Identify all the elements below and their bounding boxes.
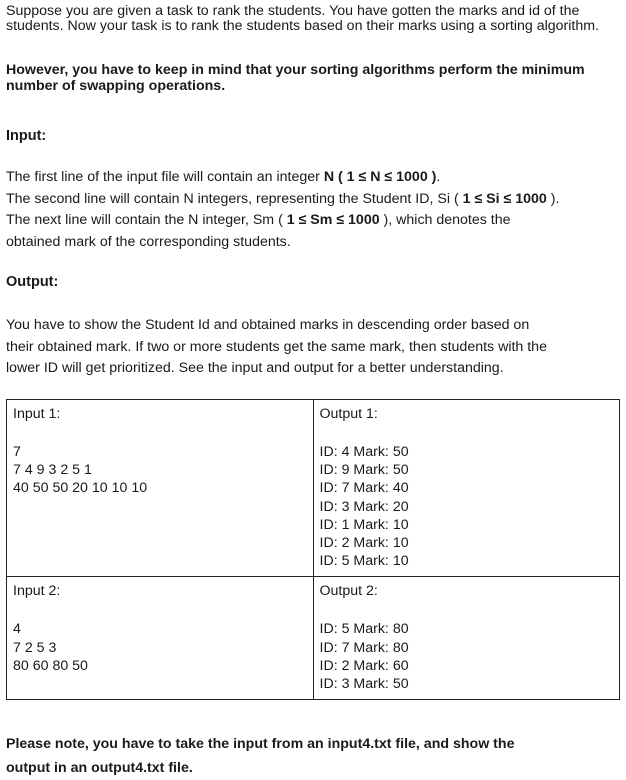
sample-output-1 [313, 400, 620, 577]
sample-output-line: ID: 5 Mark: 80 [319, 621, 409, 638]
sample-output-line: ID: 3 Mark: 20 [319, 498, 409, 515]
sample-row-1 [7, 400, 620, 577]
sample-input-line: 40 50 50 20 10 10 10 [13, 480, 148, 497]
sample-output-line: ID: 2 Mark: 10 [319, 535, 409, 552]
sample-output-line: ID: 1 Mark: 10 [319, 516, 409, 533]
sample-output-2 [313, 577, 620, 700]
sample-row-2 [7, 577, 620, 700]
sample-input-line: 7 4 9 3 2 5 1 [13, 462, 92, 479]
sample-output-line: ID: 3 Mark: 50 [319, 676, 409, 693]
swap-constraint-note: However, you have to keep in mind that your sorting algorithms perform the minimum number of swapping operations. [6, 62, 585, 94]
problem-intro: Suppose you are given a task to rank the students. You have gotten the marks and id of the students. Now your task is to rank the students based on their marks using a sorting algorithm. [6, 3, 600, 34]
input-heading: Input: [6, 128, 47, 144]
sample-io-table [6, 399, 620, 700]
file-io-note [6, 732, 620, 780]
sample-input-1 [7, 400, 314, 577]
sample-input-line: 7 2 5 3 [13, 639, 57, 656]
output-desc-line-1: You have to show the Student Id and obtained marks in descending order based on [6, 317, 530, 333]
output-desc-line-3: lower ID will get prioritized. See the input and output for a better understanding. [6, 360, 504, 376]
sample-output-line: ID: 4 Mark: 50 [319, 444, 409, 460]
file-io-note-line-2: output in an output4.txt file. [6, 760, 193, 776]
sample-output-line: ID: 5 Mark: 10 [319, 553, 409, 570]
sample-input-line: 7 [13, 444, 21, 460]
sample-output-line: ID: 7 Mark: 40 [319, 480, 409, 497]
sample-output-line: ID: 2 Mark: 60 [319, 657, 409, 674]
sample-output-line: ID: 7 Mark: 80 [319, 639, 409, 656]
file-io-note-line-1: Please note, you have to take the input from an input4.txt file, and show the [6, 736, 515, 752]
output-desc-line-2: their obtained mark. If two or more students get the same mark, then students with the [6, 338, 547, 355]
input-description [6, 167, 620, 253]
input-desc-line-1: The first line of the input file will contain an integer N ( 1 ≤ N ≤ 1000 ). [6, 169, 441, 185]
input-desc-line-2: The second line will contain N integers, representing the Student ID, Si ( 1 ≤ Si ≤ 1000 ). [6, 190, 560, 207]
input-desc-line-3: The next line will contain the N integer, Sm ( 1 ≤ Sm ≤ 1000 ), which denotes the [6, 212, 511, 228]
sample-output-line: ID: 9 Mark: 50 [319, 462, 409, 479]
sample-input-title: Input 2: [13, 583, 61, 600]
sample-output-title: Output 2: [319, 583, 378, 600]
output-description [6, 315, 620, 380]
sample-output-title: Output 1: [319, 406, 378, 422]
input-desc-line-4: obtained mark of the corresponding students. [6, 233, 291, 250]
output-heading: Output: [6, 274, 59, 290]
sample-input-2 [7, 577, 314, 700]
sample-input-line: 4 [13, 621, 21, 638]
sample-input-line: 80 60 80 50 [13, 657, 88, 674]
sample-input-title: Input 1: [13, 406, 61, 422]
